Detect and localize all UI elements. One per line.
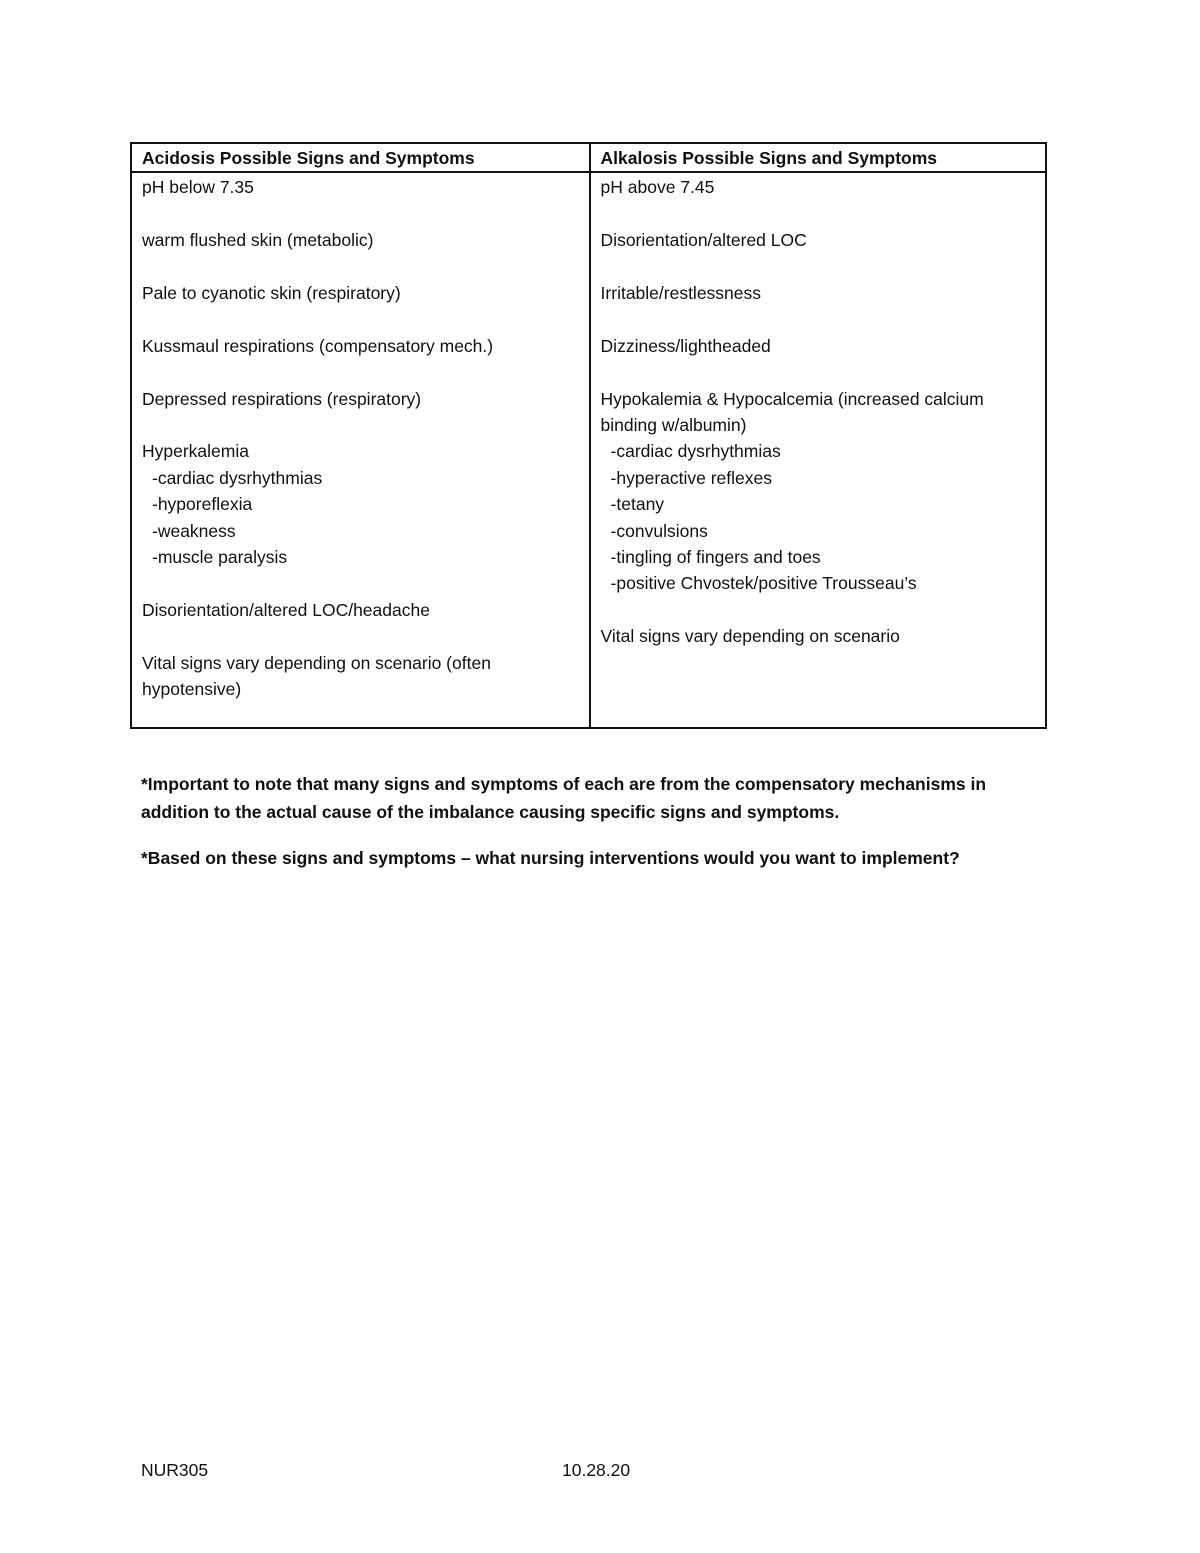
- acidosis-disorientation: Disorientation/altered LOC/headache: [142, 599, 430, 620]
- alkalosis-hypo-sub: -convulsions: [610, 520, 708, 541]
- alkalosis-hypo-sub: -tetany: [610, 494, 665, 515]
- alkalosis-irritable: Irritable/restlessness: [600, 283, 762, 303]
- footer-course: NUR305: [141, 1460, 209, 1480]
- acidosis-hyperkalemia: Hyperkalemia: [142, 441, 249, 462]
- acidosis-hyperkalemia-sub: -muscle paralysis: [152, 547, 288, 568]
- acidosis-kussmaul: Kussmaul respirations (compensatory mech.): [142, 335, 494, 356]
- alkalosis-hypo-sub: -cardiac dysrhythmias: [610, 441, 781, 462]
- acidosis-hyperkalemia-sub: -weakness: [152, 520, 236, 541]
- note-compensatory-line1: *Important to note that many signs and symptoms of each are from the compensatory mechanisms in: [141, 774, 987, 794]
- alkalosis-ph: pH above 7.45: [600, 177, 715, 198]
- acidosis-hyperkalemia-sub: -hyporeflexia: [152, 494, 253, 515]
- acidosis-hyperkalemia-sub: -cardiac dysrhythmias: [152, 467, 323, 488]
- acidosis-cell: [131, 172, 590, 728]
- acidosis-vitals-line1: Vital signs vary depending on scenario (often: [142, 652, 491, 673]
- signs-symptoms-table: [130, 142, 1047, 729]
- note-compensatory: [141, 770, 1071, 826]
- table-body-row: [131, 172, 1046, 728]
- alkalosis-hypo-line1: Hypokalemia & Hypocalcemia (increased calcium: [600, 388, 984, 409]
- acidosis-ph: pH below 7.35: [142, 177, 254, 198]
- acidosis-depressed-respirations: Depressed respirations (respiratory): [142, 388, 422, 409]
- acidosis-vitals-line2: hypotensive): [142, 679, 242, 700]
- notes-section: [141, 770, 1071, 872]
- alkalosis-hypo-line2: binding w/albumin): [600, 415, 747, 435]
- alkalosis-hypo-sub: -tingling of fingers and toes: [610, 547, 821, 568]
- acidosis-skin-respiratory: Pale to cyanotic skin (respiratory): [142, 283, 401, 303]
- note-interventions: *Based on these signs and symptoms – what nursing interventions would you want to implement?: [141, 848, 960, 868]
- alkalosis-dizziness: Dizziness/lightheaded: [600, 335, 771, 356]
- note-compensatory-line2: addition to the actual cause of the imbalance causing specific signs and symptoms.: [141, 802, 840, 822]
- alkalosis-hypo-sub: -hyperactive reflexes: [610, 467, 773, 488]
- footer-date: 10.28.20: [562, 1460, 631, 1480]
- alkalosis-hypo-sub: -positive Chvostek/positive Trousseau’s: [610, 573, 917, 594]
- table-header-row: [131, 143, 1046, 172]
- alkalosis-cell: [590, 172, 1046, 728]
- acidosis-header: Acidosis Possible Signs and Symptoms: [131, 143, 590, 172]
- alkalosis-disorientation: Disorientation/altered LOC: [600, 230, 807, 251]
- alkalosis-header: Alkalosis Possible Signs and Symptoms: [590, 143, 1046, 172]
- acidosis-skin-metabolic: warm flushed skin (metabolic): [142, 230, 374, 251]
- alkalosis-vitals: Vital signs vary depending on scenario: [600, 626, 900, 647]
